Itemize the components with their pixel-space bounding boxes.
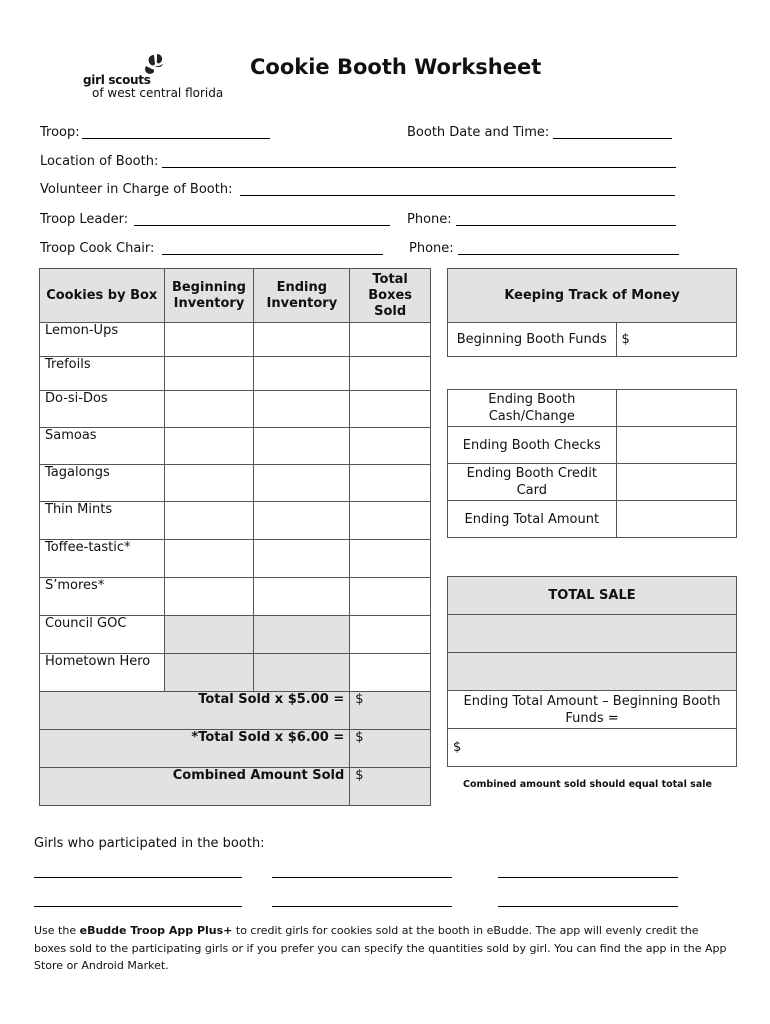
header-cookies: Cookies by Box bbox=[40, 269, 165, 323]
cookie-chair-label: Troop Cook Chair: bbox=[40, 241, 155, 256]
ending-cell[interactable] bbox=[254, 540, 350, 578]
total-cell[interactable] bbox=[350, 323, 431, 357]
beginning-cell[interactable] bbox=[164, 428, 254, 465]
footer-text bbox=[34, 922, 734, 975]
total-5-label: Total Sold x $5.00 = bbox=[40, 692, 350, 730]
total-sale-note: Combined amount sold should equal total sale bbox=[463, 779, 712, 790]
table-row bbox=[40, 428, 431, 465]
beginning-cell[interactable] bbox=[164, 357, 254, 391]
ending-total-label: Ending Total Amount bbox=[448, 501, 617, 538]
total-cell[interactable] bbox=[350, 465, 431, 502]
ending-checks-label: Ending Booth Checks bbox=[448, 427, 617, 464]
volunteer-label: Volunteer in Charge of Booth: bbox=[40, 182, 233, 197]
total-cell[interactable] bbox=[350, 540, 431, 578]
combined-value[interactable]: $ bbox=[350, 768, 431, 806]
ending-cash-label: Ending Booth Cash/Change bbox=[448, 390, 617, 427]
cookie-name: Trefoils bbox=[40, 357, 165, 391]
page-title: Cookie Booth Worksheet bbox=[250, 55, 542, 79]
total-cell[interactable] bbox=[350, 357, 431, 391]
cookie-chair-field[interactable] bbox=[162, 254, 383, 255]
logo-text-secondary: of west central florida bbox=[92, 86, 224, 100]
footer-post: to credit girls for cookies sold at the booth in eBudde. The app will evenly credit the boxes sold to the participating girls or if you prefer you can specify the quantities sold by girl. You can find the app in the App Store or Android Market. bbox=[34, 924, 727, 972]
phone-field-1[interactable] bbox=[456, 225, 676, 226]
total-row bbox=[40, 692, 431, 730]
ending-funds-table bbox=[447, 389, 737, 538]
troop-leader-label: Troop Leader: bbox=[40, 212, 129, 227]
cookie-name: Do-si-Dos bbox=[40, 391, 165, 428]
cookie-name: Hometown Hero bbox=[40, 654, 165, 692]
booth-date-field[interactable] bbox=[553, 138, 672, 139]
beginning-cell[interactable] bbox=[164, 502, 254, 540]
beginning-funds-table bbox=[447, 322, 737, 357]
combined-label: Combined Amount Sold bbox=[40, 768, 350, 806]
beginning-cell[interactable] bbox=[164, 465, 254, 502]
table-row bbox=[40, 654, 431, 692]
total-cell[interactable] bbox=[350, 578, 431, 616]
total-6-value[interactable]: $ bbox=[350, 730, 431, 768]
total-sale-value[interactable]: $ bbox=[448, 729, 737, 767]
phone-label-1: Phone: bbox=[407, 212, 452, 227]
girl-name-field[interactable] bbox=[34, 906, 242, 907]
ending-cell[interactable] bbox=[254, 428, 350, 465]
cookie-name: Thin Mints bbox=[40, 502, 165, 540]
inventory-table bbox=[39, 268, 431, 806]
money-title: Keeping Track of Money bbox=[448, 269, 737, 323]
total-cell[interactable] bbox=[350, 391, 431, 428]
cookie-name: Samoas bbox=[40, 428, 165, 465]
location-label: Location of Booth: bbox=[40, 154, 159, 169]
location-field[interactable] bbox=[162, 167, 676, 168]
girl-name-field[interactable] bbox=[272, 877, 452, 878]
ending-cell bbox=[254, 616, 350, 654]
ending-cell[interactable] bbox=[254, 502, 350, 540]
troop-field[interactable] bbox=[82, 138, 270, 139]
table-row bbox=[40, 540, 431, 578]
ending-cash-value[interactable] bbox=[616, 390, 736, 427]
booth-date-label: Booth Date and Time: bbox=[407, 125, 550, 140]
ending-cell[interactable] bbox=[254, 391, 350, 428]
girl-name-field[interactable] bbox=[34, 877, 242, 878]
ending-cell[interactable] bbox=[254, 357, 350, 391]
logo-text-primary: girl scouts bbox=[83, 73, 151, 87]
header-beginning: Beginning Inventory bbox=[164, 269, 254, 323]
girl-name-field[interactable] bbox=[498, 906, 678, 907]
cookie-name: Toffee-tastic* bbox=[40, 540, 165, 578]
ending-cell[interactable] bbox=[254, 578, 350, 616]
table-row bbox=[40, 391, 431, 428]
ending-cell[interactable] bbox=[254, 465, 350, 502]
header-ending: Ending Inventory bbox=[254, 269, 350, 323]
inventory-header-row bbox=[40, 269, 431, 323]
footer-pre: Use the bbox=[34, 924, 80, 937]
beginning-funds-value[interactable]: $ bbox=[616, 323, 736, 357]
total-sale-table bbox=[447, 576, 737, 767]
table-row bbox=[40, 578, 431, 616]
total-row bbox=[40, 730, 431, 768]
ending-credit-label: Ending Booth Credit Card bbox=[448, 464, 617, 501]
troop-label: Troop: bbox=[40, 125, 80, 140]
header-total: Total Boxes Sold bbox=[350, 269, 431, 323]
phone-field-2[interactable] bbox=[458, 254, 679, 255]
girl-name-field[interactable] bbox=[272, 906, 452, 907]
beginning-funds-label: Beginning Booth Funds bbox=[448, 323, 617, 357]
total-row bbox=[40, 768, 431, 806]
total-5-value[interactable]: $ bbox=[350, 692, 431, 730]
money-header-table bbox=[447, 268, 737, 323]
girl-name-field[interactable] bbox=[498, 877, 678, 878]
table-row bbox=[40, 357, 431, 391]
table-row bbox=[40, 465, 431, 502]
beginning-cell bbox=[164, 616, 254, 654]
total-cell[interactable] bbox=[350, 502, 431, 540]
beginning-cell[interactable] bbox=[164, 540, 254, 578]
table-row bbox=[40, 616, 431, 654]
table-row bbox=[40, 502, 431, 540]
ending-cell[interactable] bbox=[254, 323, 350, 357]
total-sale-blank-2 bbox=[448, 653, 737, 691]
total-sale-blank-1 bbox=[448, 615, 737, 653]
beginning-cell bbox=[164, 654, 254, 692]
total-sale-title: TOTAL SALE bbox=[448, 577, 737, 615]
ending-credit-value[interactable] bbox=[616, 464, 736, 501]
total-cell[interactable] bbox=[350, 654, 431, 692]
troop-leader-field[interactable] bbox=[134, 225, 390, 226]
volunteer-field[interactable] bbox=[240, 195, 675, 196]
ending-checks-value[interactable] bbox=[616, 427, 736, 464]
beginning-cell[interactable] bbox=[164, 391, 254, 428]
cookie-name: Lemon-Ups bbox=[40, 323, 165, 357]
beginning-cell[interactable] bbox=[164, 578, 254, 616]
total-cell[interactable] bbox=[350, 428, 431, 465]
girls-label: Girls who participated in the booth: bbox=[34, 836, 265, 851]
ending-total-value[interactable] bbox=[616, 501, 736, 538]
footer-app-name: eBudde Troop App Plus+ bbox=[79, 924, 233, 937]
cookie-name: Tagalongs bbox=[40, 465, 165, 502]
phone-label-2: Phone: bbox=[409, 241, 454, 256]
total-sale-formula: Ending Total Amount – Beginning Booth Funds = bbox=[448, 691, 737, 729]
table-row bbox=[40, 323, 431, 357]
total-cell[interactable] bbox=[350, 616, 431, 654]
cookie-name: S’mores* bbox=[40, 578, 165, 616]
cookie-name: Council GOC bbox=[40, 616, 165, 654]
total-6-label: *Total Sold x $6.00 = bbox=[40, 730, 350, 768]
beginning-cell[interactable] bbox=[164, 323, 254, 357]
ending-cell bbox=[254, 654, 350, 692]
